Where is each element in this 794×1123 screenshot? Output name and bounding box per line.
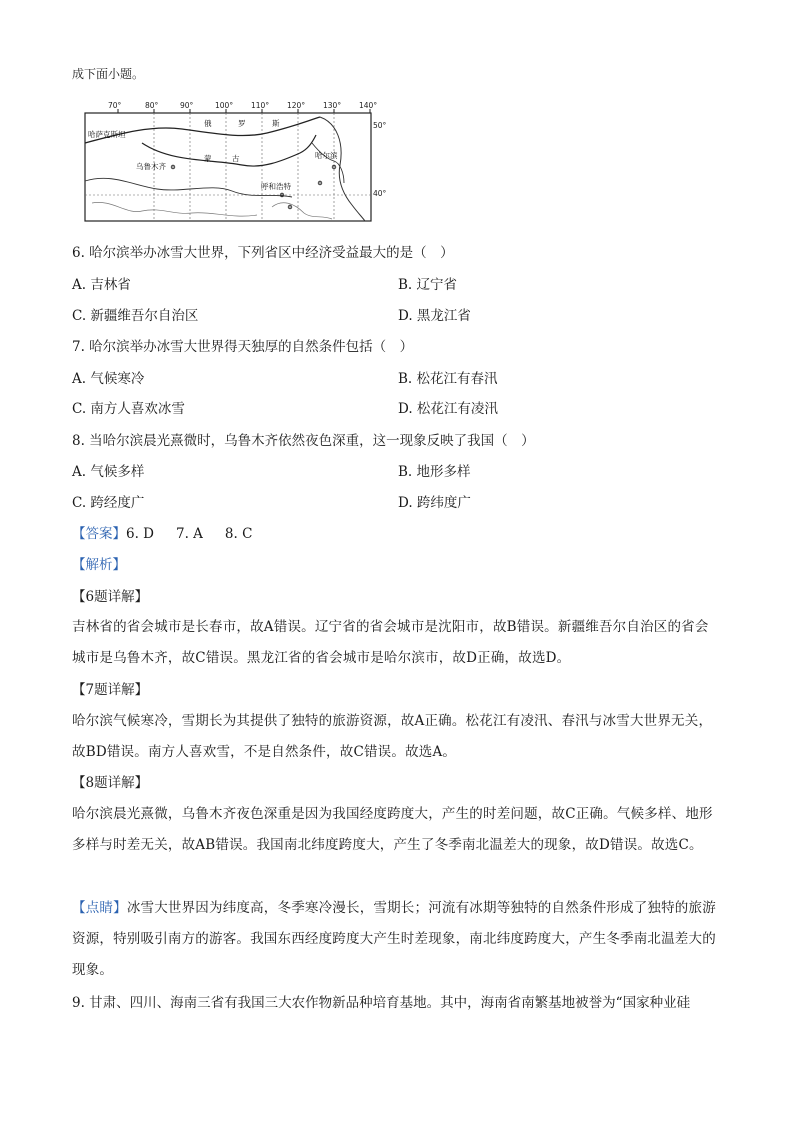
detail-7-text: 哈尔滨气候寒冷，雪期长为其提供了独特的旅游资源，故A正确。松花江有凌汛、春汛与冰雪大世界无关，故BD错误。南方人喜欢雪，不是自然条件，故C错误。故选A。 bbox=[72, 713, 713, 760]
question-7-stem: 7. 哈尔滨举办冰雪大世界得天独厚的自然条件包括（ ） bbox=[72, 339, 414, 355]
comment-text: 冰雪大世界因为纬度高，冬季寒冷漫长，雪期长；河流有冰期等独特的自然条件形成了独特的旅游资源，特别吸引南方的游客。我国东西经度跨度大产生时差现象，南北纬度跨度大，产生冬季南北温差大的现象。 bbox=[72, 900, 716, 978]
q6-option-a: A. 吉林省 bbox=[72, 277, 131, 293]
map-frame bbox=[85, 113, 371, 221]
label-hohhot: 呼和浩特 bbox=[261, 182, 291, 191]
label-russia-3: 斯 bbox=[272, 119, 280, 128]
label-urumqi: 乌鲁木齐 bbox=[136, 162, 166, 171]
label-harbin: 哈尔滨 bbox=[315, 151, 338, 160]
comment-tag: 【点睛】 bbox=[72, 900, 127, 916]
q7-option-b: B. 松花江有春汛 bbox=[398, 371, 498, 387]
label-kazakhstan: 哈萨克斯坦 bbox=[88, 130, 126, 139]
label-russia-1: 俄 bbox=[204, 119, 212, 128]
detail-6-text: 吉林省的省会城市是长春市，故A错误。辽宁省的省会城市是沈阳市，故B错误。新疆维吾尔自治区的省会城市是乌鲁木齐，故C错误。黑龙江省的省会城市是哈尔滨市，故D正确，故选D。 bbox=[72, 619, 709, 666]
answer-8: 8. C bbox=[224, 526, 253, 542]
lat-label-50: 50° bbox=[373, 121, 387, 130]
lon-label-120: 120° bbox=[287, 101, 306, 110]
q6-option-d: D. 黑龙江省 bbox=[398, 308, 471, 324]
answer-7: 7. A bbox=[176, 526, 203, 542]
analysis-tag: 【解析】 bbox=[72, 557, 126, 573]
answer-6: 6. D bbox=[126, 526, 154, 542]
detail-8-text: 哈尔滨晨光熹微，乌鲁木齐夜色深重是因为我国经度跨度大，产生的时差问题，故C正确。气候多样、地形多样与时差无关，故AB错误。我国南北纬度跨度大，产生了冬季南北温差大的现象，故D错误。故选C。 bbox=[72, 806, 713, 853]
q7-option-a: A. 气候寒冷 bbox=[72, 371, 145, 387]
q8-option-a: A. 气候多样 bbox=[72, 464, 145, 480]
map-figure bbox=[82, 101, 387, 229]
detail-7-tag: 【7题详解】 bbox=[72, 682, 149, 698]
lon-label-80: 80° bbox=[145, 101, 159, 110]
answer-line bbox=[72, 524, 252, 544]
lon-label-70: 70° bbox=[108, 101, 122, 110]
question-9-stem: 9. 甘肃、四川、海南三省有我国三大农作物新品种培育基地。其中，海南省南繁基地被誉为“国家种业硅 bbox=[72, 995, 691, 1011]
label-mongolia-2: 古 bbox=[232, 154, 240, 163]
lon-label-100: 100° bbox=[215, 101, 234, 110]
label-russia-2: 罗 bbox=[238, 119, 246, 128]
lat-labels bbox=[373, 121, 387, 198]
answer-tag: 【答案】 bbox=[72, 526, 126, 542]
q8-option-d: D. 跨纬度广 bbox=[398, 495, 471, 511]
question-6-stem: 6. 哈尔滨举办冰雪大世界，下列省区中经济受益最大的是（ ） bbox=[72, 245, 454, 261]
q8-option-b: B. 地形多样 bbox=[398, 464, 471, 480]
lat-label-40: 40° bbox=[373, 189, 387, 198]
lon-label-90: 90° bbox=[180, 101, 194, 110]
detail-8-tag: 【8题详解】 bbox=[72, 775, 149, 791]
lon-label-130: 130° bbox=[323, 101, 342, 110]
q7-option-d: D. 松花江有凌汛 bbox=[398, 401, 498, 417]
lon-label-140: 140° bbox=[359, 101, 378, 110]
map-svg bbox=[82, 101, 387, 225]
q6-option-c: C. 新疆维吾尔自治区 bbox=[72, 308, 199, 324]
comment-block bbox=[72, 893, 722, 986]
lon-labels bbox=[108, 101, 377, 110]
lon-label-110: 110° bbox=[251, 101, 270, 110]
intro-tail: 成下面小题。 bbox=[72, 67, 145, 81]
question-8-stem: 8. 当哈尔滨晨光熹微时，乌鲁木齐依然夜色深重，这一现象反映了我国（ ） bbox=[72, 433, 535, 449]
q7-option-c: C. 南方人喜欢冰雪 bbox=[72, 401, 185, 417]
q6-option-b: B. 辽宁省 bbox=[398, 277, 458, 293]
q8-option-c: C. 跨经度广 bbox=[72, 495, 145, 511]
detail-6-tag: 【6题详解】 bbox=[72, 589, 149, 605]
label-mongolia-1: 蒙 bbox=[204, 154, 212, 163]
